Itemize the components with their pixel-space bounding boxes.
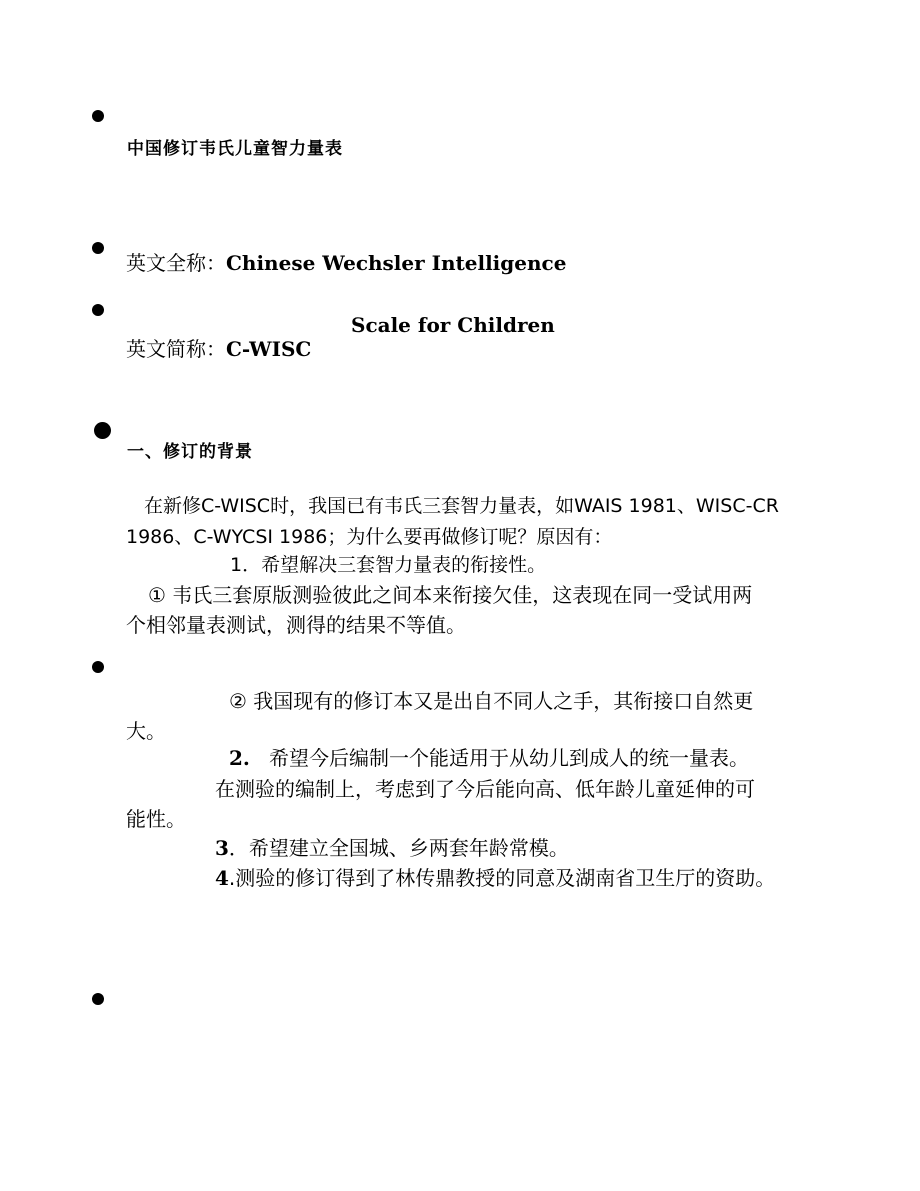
reason-3-text: ．希望建立全国城、乡两套年龄常模。: [228, 836, 569, 860]
reason-3: [215, 838, 569, 858]
bullet-6: [92, 993, 104, 1005]
reason-3-number: 3: [215, 836, 229, 860]
intro-line-1: 在新修C-WISC时，我国已有韦氏三套智力量表，如WAIS 1981、WISC-CR: [144, 495, 779, 517]
bullet-4: [94, 422, 111, 439]
bullet-1: [92, 110, 104, 122]
reason-4-text: .测验的修订得到了林传鼎教授的同意及湖南省卫生厅的资助。: [228, 866, 776, 890]
intro-line-2: 1986、C-WYCSI 1986；为什么要再做修订呢？原因有：: [126, 526, 613, 548]
reason-2: [229, 748, 749, 768]
reason-2-text: 希望今后编制一个能适用于从幼儿到成人的统一量表。: [268, 746, 749, 770]
section-heading: 一、修订的背景: [127, 442, 253, 462]
reason-2-number: 2.: [229, 746, 250, 770]
sub-point-1-line-2: 个相邻量表测试，测得的结果不等值。: [126, 613, 466, 637]
reason-2-detail-line-1: 在测验的编制上，考虑到了今后能向高、低年龄儿童延伸的可: [215, 777, 755, 801]
document-title: 中国修订韦氏儿童智力量表: [127, 139, 343, 159]
sub-point-2-line-2: 大。: [126, 719, 166, 743]
english-short-name-value: C-WISC: [226, 337, 312, 361]
bullet-2: [92, 242, 104, 254]
bullet-3: [92, 304, 104, 316]
reason-2-detail-line-2: 能性。: [126, 807, 186, 831]
english-full-name-value: Chinese Wechsler Intelligence: [226, 251, 567, 275]
english-full-name: [126, 253, 566, 273]
reason-1: 1．希望解决三套智力量表的衔接性。: [230, 554, 547, 576]
english-full-name-continued: Scale for Children: [351, 313, 555, 337]
reason-4: [215, 868, 775, 888]
sub-point-2-line-1: ② 我国现有的修订本又是出自不同人之手，其衔接口自然更: [229, 689, 754, 713]
english-short-name: [126, 339, 311, 359]
reason-4-number: 4: [215, 866, 229, 890]
english-short-name-label: 英文简称：: [126, 337, 226, 361]
bullet-5: [92, 661, 104, 673]
english-full-name-label: 英文全称：: [126, 251, 226, 275]
sub-point-1-line-1: ① 韦氏三套原版测验彼此之间本来衔接欠佳，这表现在同一受试用两: [148, 583, 753, 607]
